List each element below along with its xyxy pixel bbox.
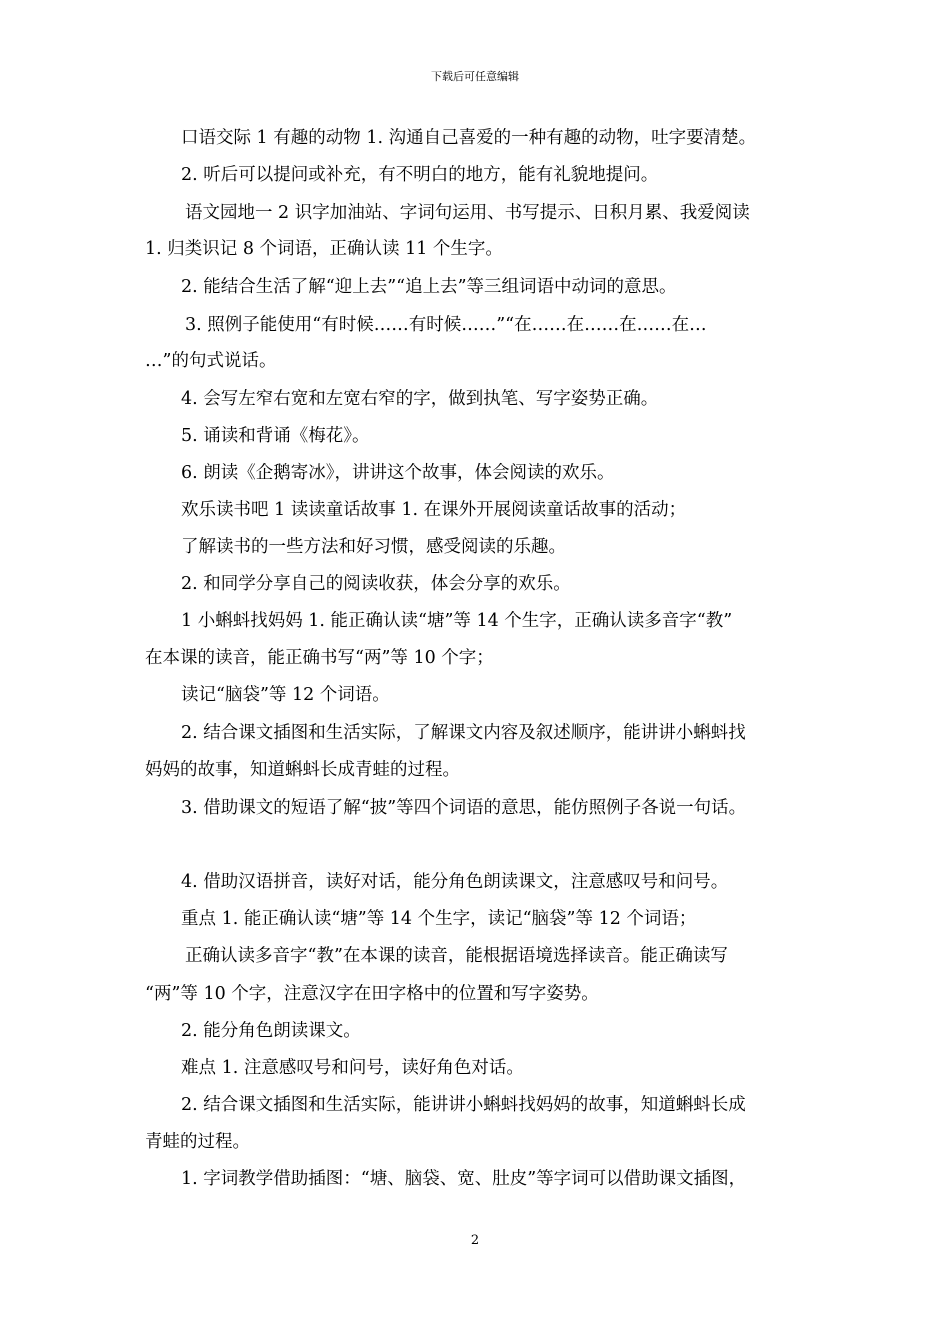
- text-line: 4. 会写左窄右宽和左宽右窄的字，做到执笔、写字姿势正确。: [181, 389, 659, 409]
- text-line: 5. 诵读和背诵《梅花》。: [181, 426, 370, 446]
- text-line: 2. 结合课文插图和生活实际，能讲讲小蝌蚪找妈妈的故事，知道蝌蚪长成: [181, 1095, 746, 1115]
- text-line: 口语交际 1 有趣的动物 1. 沟通自己喜爱的一种有趣的动物，吐字要清楚。: [181, 128, 757, 148]
- text-line: 1. 字词教学借助插图：“塘、脑袋、宽、肚皮”等字词可以借助课文插图，: [181, 1169, 747, 1189]
- text-line: 3. 借助课文的短语了解“披”等四个词语的意思，能仿照例子各说一句话。: [181, 798, 747, 818]
- text-line: 2. 能分角色朗读课文。: [181, 1021, 361, 1041]
- text-line: 正确认读多音字“教”在本课的读音，能根据语境选择读音。能正确读写: [185, 946, 728, 966]
- text-line: “两”等 10 个字，注意汉字在田字格中的位置和写字姿势。: [145, 984, 599, 1004]
- page-number: 2: [470, 1233, 480, 1248]
- text-line: 青蛙的过程。: [145, 1132, 250, 1152]
- text-line: 3. 照例子能使用“有时候……有时候……”“在……在……在……在…: [185, 315, 707, 335]
- text-line: 2. 能结合生活了解“迎上去”“追上去”等三组词语中动词的意思。: [181, 277, 677, 297]
- text-line: 2. 结合课文插图和生活实际，了解课文内容及叙述顺序，能讲讲小蝌蚪找: [181, 723, 746, 743]
- text-line: 6. 朗读《企鹅寄冰》，讲讲这个故事，体会阅读的欢乐。: [181, 463, 615, 483]
- text-line: 语文园地一 2 识字加油站、字词句运用、书写提示、日积月累、我爱阅读: [185, 203, 750, 223]
- text-line: 在本课的读音，能正确书写“两”等 10 个字；: [145, 648, 494, 668]
- text-line: 读记“脑袋”等 12 个词语。: [181, 685, 390, 705]
- text-line: 欢乐读书吧 1 读读童话故事 1. 在课外开展阅读童话故事的活动；: [181, 500, 687, 520]
- text-line: 2. 听后可以提问或补充，有不明白的地方，能有礼貌地提问。: [181, 165, 659, 185]
- text-line: 4. 借助汉语拼音，读好对话，能分角色朗读课文，注意感叹号和问号。: [181, 872, 729, 892]
- text-line: 了解读书的一些方法和好习惯，感受阅读的乐趣。: [181, 537, 566, 557]
- page-header: 下载后可任意编辑: [431, 70, 519, 83]
- text-line: 难点 1. 注意感叹号和问号，读好角色对话。: [181, 1058, 524, 1078]
- text-line: 重点 1. 能正确认读“塘”等 14 个生字，读记“脑袋”等 12 个词语；: [181, 909, 697, 929]
- text-line: 2. 和同学分享自己的阅读收获，体会分享的欢乐。: [181, 574, 571, 594]
- text-line: 1. 归类识记 8 个词语，正确认读 11 个生字。: [145, 239, 503, 259]
- text-line: 1 小蝌蚪找妈妈 1. 能正确认读“塘”等 14 个生字，正确认读多音字“教”: [181, 611, 733, 631]
- text-line: 妈妈的故事，知道蝌蚪长成青蛙的过程。: [145, 760, 460, 780]
- text-line: …”的句式说话。: [145, 351, 277, 371]
